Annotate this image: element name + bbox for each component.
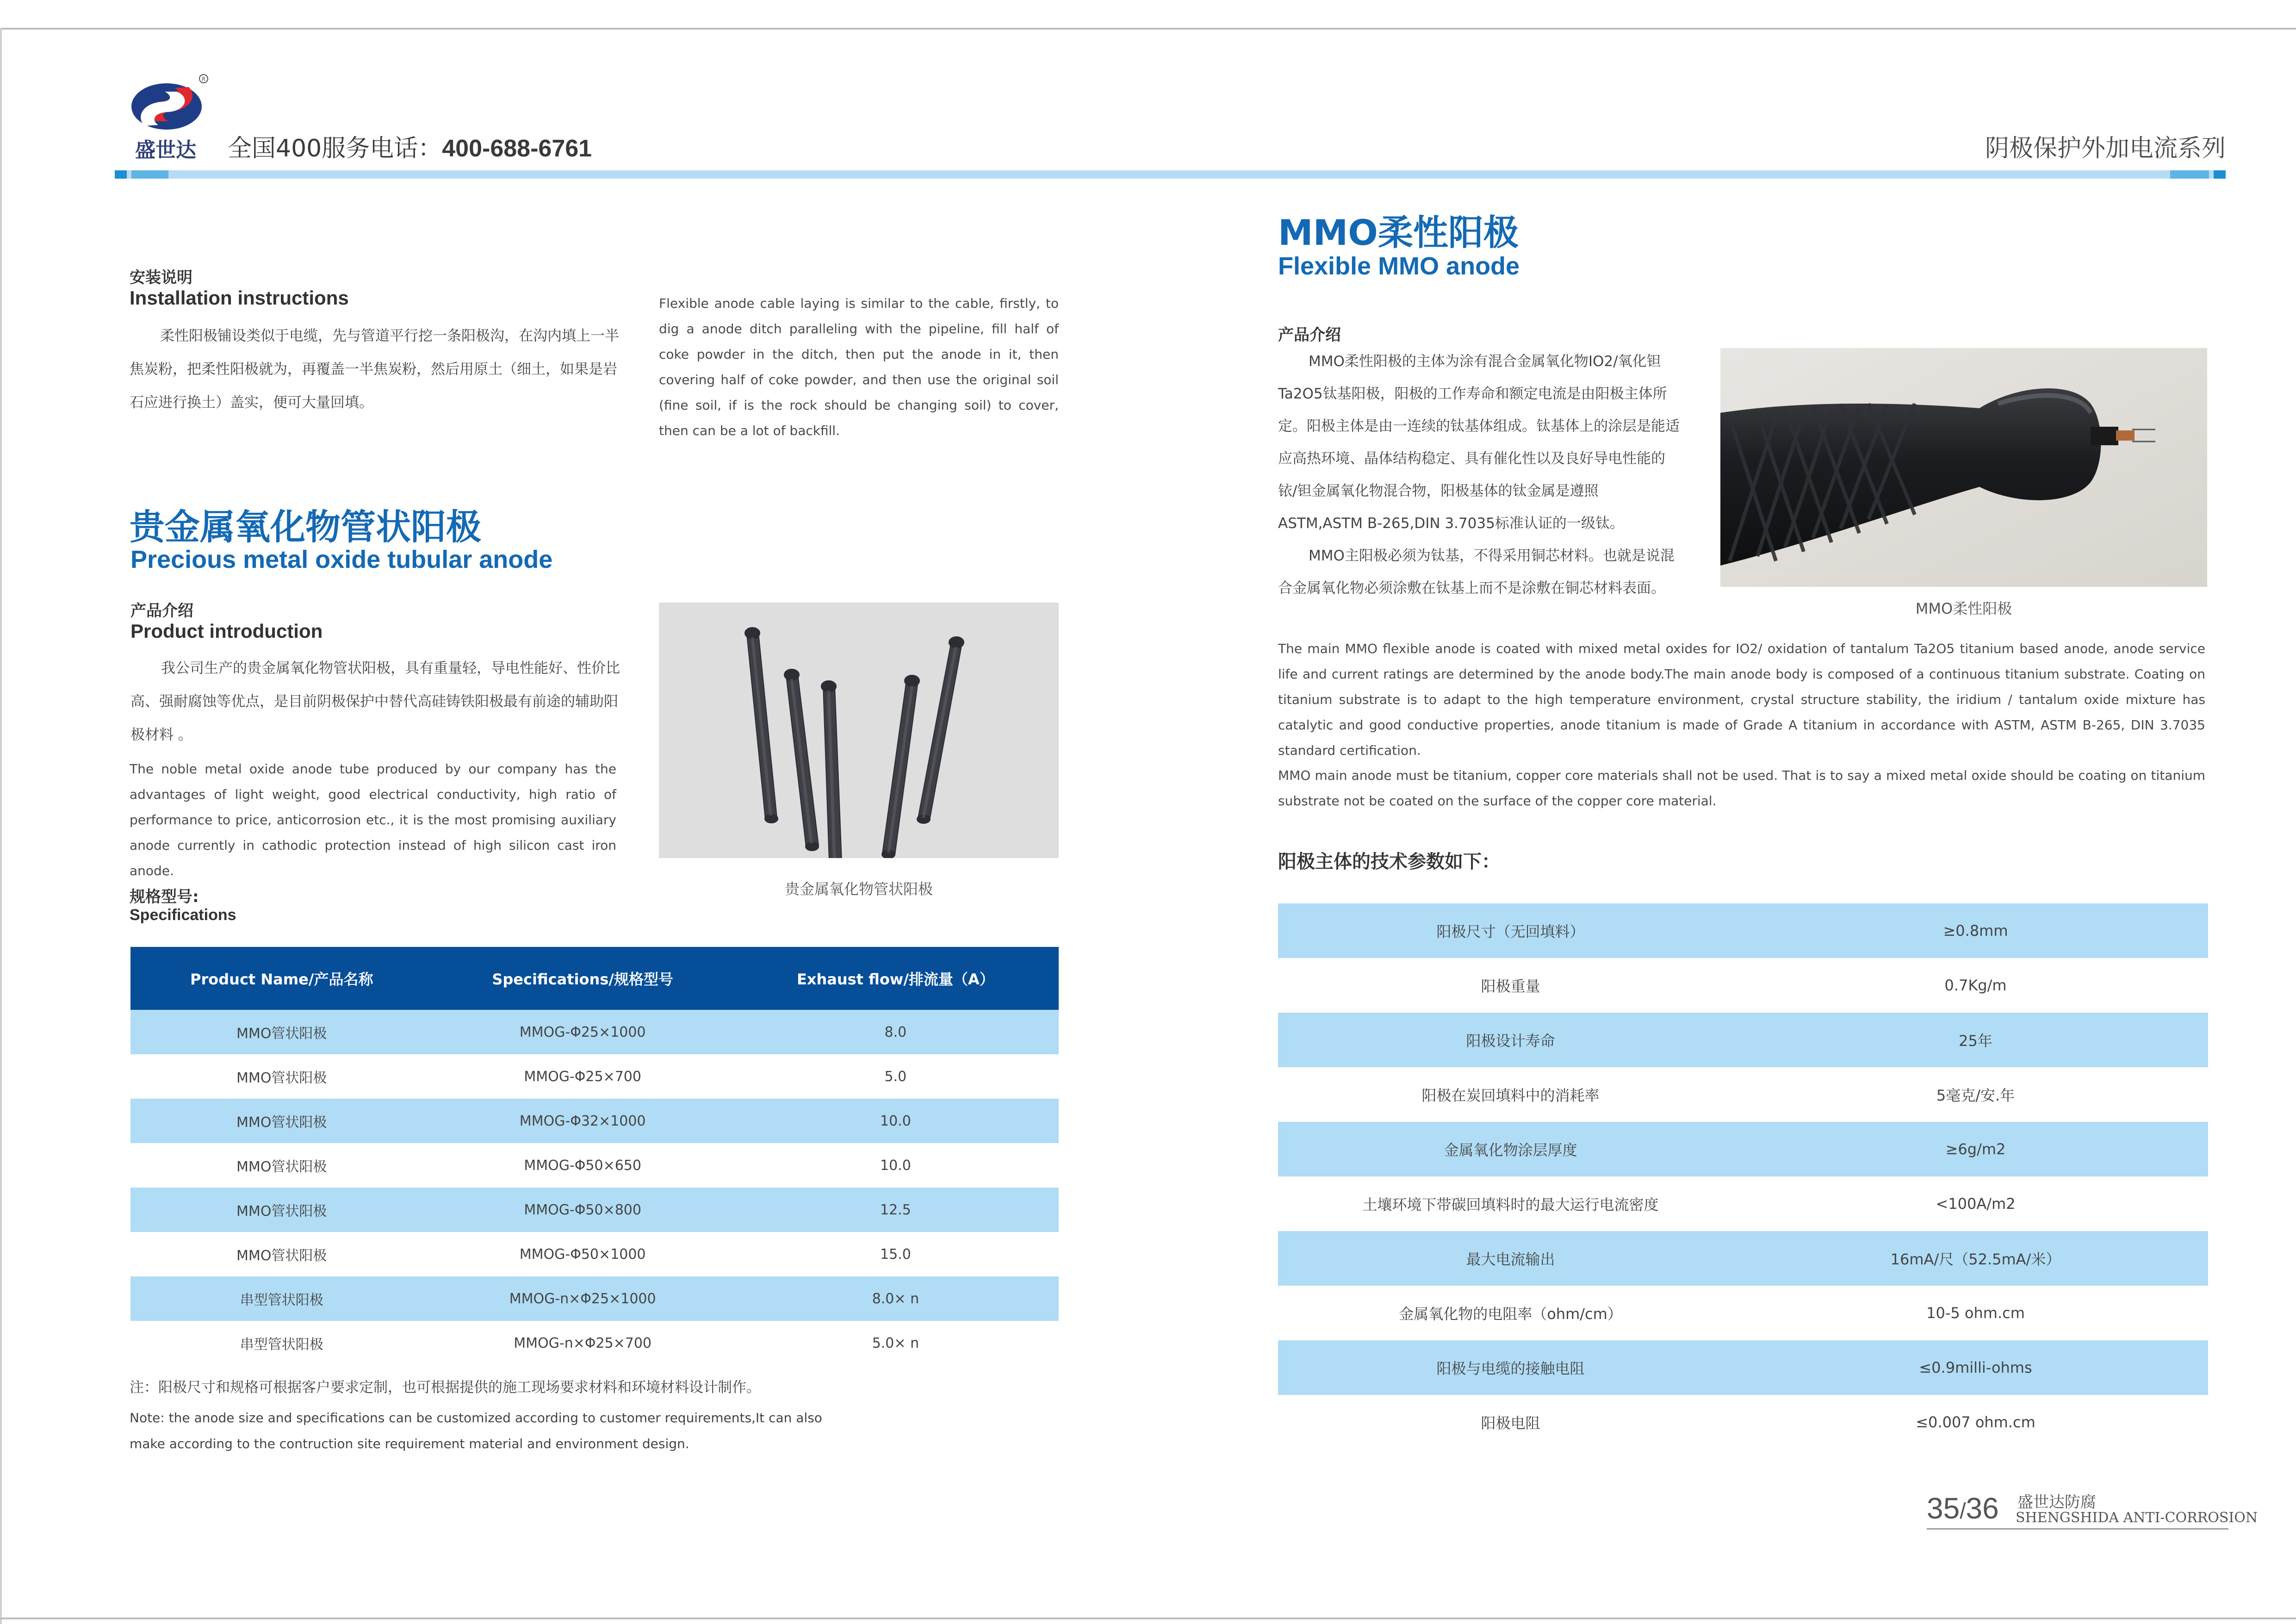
param-value: 25年 <box>1743 1013 2208 1067</box>
product-intro-title-cn: 产品介绍 <box>130 602 193 620</box>
product-intro-title-en: Product introduction <box>130 620 323 642</box>
mmo-body-en-1: The main MMO flexible anode is coated with mixed metal oxides for IO2/ oxidation of tantalum Ta2O5 titanium based anode, anode service life and current ratings are determined by the anode body.The main anode body is composed of a continuous titanium substrate. Coating on titanium substrate is to adapt to the high temperature environment, crystal structure stability, the iridium / tantalum oxide mixture has catalytic and good conductive properties, anode titanium is made of Grade A titanium in accordance with ASTM, ASTM B-265, DIN 3.7035 standard certification. <box>1278 641 2205 758</box>
install-title-cn: 安装说明 <box>130 268 192 287</box>
mmo-body-en-2: MMO main anode must be titanium, copper core materials shall not be used. That is to say a mixed metal oxide should be coating on titanium substrate not be coated on the surface of the copper core material. <box>1278 768 2205 809</box>
table-row <box>130 1010 1059 1054</box>
param-name: 阳极设计寿命 <box>1278 1013 1743 1067</box>
cell-product-name: MMO管状阳极 <box>236 1159 327 1175</box>
cell-exhaust-flow: 10.0 <box>732 1099 1059 1143</box>
table-row <box>1278 1067 2208 1122</box>
note-cn: 注：阳极尺寸和规格可根据客户要求定制，也可根据提供的施工现场要求材料和环境材料设计制作。 <box>130 1379 761 1396</box>
param-value: ≥0.8mm <box>1743 903 2208 958</box>
technical-params-table <box>1278 903 2208 1450</box>
param-value: 5毫克/安.年 <box>1936 1087 2015 1104</box>
page-number <box>1927 1491 1999 1525</box>
tubular-anode-photo <box>659 603 1059 858</box>
page-top-border <box>0 28 2296 30</box>
cell-specification: MMOG-Φ50×650 <box>524 1157 641 1174</box>
param-value: ≥6g/m2 <box>1743 1122 2208 1176</box>
tubular-anode-photo-caption: 贵金属氧化物管状阳极 <box>784 880 933 898</box>
table-row <box>130 1232 1059 1276</box>
param-name: 最大电流输出 <box>1278 1231 1743 1286</box>
install-body-en: Flexible anode cable laying is similar to the cable, firstly, to dig a anode ditch paralleling with the pipeline, fill half of coke powder in the ditch, then put the anode in it, then covering half of coke powder, and then use the original soil (fine soil, if is the rock should be changing soil) to cover, then can be a lot of backfill. <box>659 296 1059 438</box>
column-header-specifications: Specifications/规格型号 <box>433 947 732 1010</box>
page-left-border <box>0 28 2 1624</box>
mmo-intro-title-cn: 产品介绍 <box>1278 326 1341 344</box>
table-row <box>130 1188 1059 1232</box>
page-current: 35 <box>1927 1492 1960 1525</box>
footer-brand-en: SHENGSHIDA ANTI-CORROSION <box>2016 1510 2258 1526</box>
param-value: <100A/m2 <box>1936 1195 2016 1213</box>
tubular-anode-title-en: Precious metal oxide tubular anode <box>130 546 553 573</box>
cell-exhaust-flow: 12.5 <box>732 1188 1059 1232</box>
cell-specification: MMOG-n×Φ25×1000 <box>433 1276 732 1321</box>
param-name: 阳极在炭回填料中的消耗率 <box>1421 1087 1600 1104</box>
mmo-flexible-anode-photo <box>1720 348 2207 587</box>
param-name: 金属氧化物涂层厚度 <box>1278 1122 1743 1176</box>
hotline-label: 全国400服务电话： <box>228 135 442 162</box>
table-row <box>1278 1176 2208 1231</box>
header-bar-accent-left-light <box>131 170 168 179</box>
param-name: 阳极重量 <box>1481 977 1540 995</box>
table-row <box>130 1099 1059 1143</box>
specifications-title-cn: 规格型号: <box>130 888 199 906</box>
table-row <box>1278 1231 2208 1286</box>
product-intro-body-cn: 我公司生产的贵金属氧化物管状阳极，具有重量轻，导电性能好、性价比高、强耐腐蚀等优点，是目前阴极保护中替代高硅铸铁阳极最有前途的辅助阳极材料 。 <box>130 660 620 743</box>
param-name: 土壤环境下带碳回填料时的最大运行电流密度 <box>1362 1196 1659 1213</box>
cell-specification: MMOG-Φ32×1000 <box>433 1099 732 1143</box>
param-value: ≤0.9milli-ohms <box>1743 1340 2208 1395</box>
install-body-cn: 柔性阳极铺设类似于电缆，先与管道平行挖一条阳极沟，在沟内填上一半焦炭粉，把柔性阳极就为，再覆盖一半焦炭粉，然后用原土（细土，如果是岩石应进行换土）盖实，便可大量回填。 <box>130 328 619 411</box>
tubular-anode-title-cn: 贵金属氧化物管状阳极 <box>130 506 481 548</box>
cell-exhaust-flow: 5.0 <box>884 1068 907 1085</box>
table-row <box>130 1054 1059 1099</box>
cell-product-name: MMO管状阳极 <box>130 1188 433 1232</box>
param-value: 0.7Kg/m <box>1944 977 2007 994</box>
cell-product-name: MMO管状阳极 <box>130 1010 433 1054</box>
logo-text: 盛世达 <box>135 138 196 162</box>
specifications-title-en: Specifications <box>130 906 236 924</box>
mmo-photo-caption: MMO柔性阳极 <box>1915 600 2012 617</box>
install-title-en: Installation instructions <box>130 287 349 309</box>
page-separator: / <box>1960 1499 1966 1524</box>
param-name: 阳极尺寸（无回填料） <box>1278 903 1743 958</box>
cell-specification: MMOG-Φ50×1000 <box>519 1246 646 1263</box>
hotline-number: 400-688-6761 <box>442 135 592 162</box>
technical-params-title: 阳极主体的技术参数如下： <box>1278 851 1500 872</box>
table-row <box>130 1321 1059 1365</box>
table-row <box>1278 958 2208 1013</box>
cell-exhaust-flow: 8.0 <box>732 1010 1059 1054</box>
cell-product-name: MMO管状阳极 <box>130 1099 433 1143</box>
mmo-body-cn-1: MMO柔性阳极的主体为涂有混合金属氧化物IO2/氧化钽Ta2O5钛基阳极，阳极的工作寿命和额定电流是由阳极主体所定。阳极主体是由一连续的钛基体组成。钛基体上的涂层是能适应高热环境、晶体结构稳定、具有催化性以及良好导电性能的铱/钽金属氧化物混合物，阳极基体的钛金属是遵照ASTM,ASTM B-265,DIN 3.7035标准认证的一级钛。 <box>1278 353 1680 532</box>
cell-specification: MMOG-n×Φ25×700 <box>514 1335 652 1351</box>
mmo-flexible-anode-title-en: Flexible MMO anode <box>1278 252 1520 280</box>
table-row <box>1278 1013 2208 1067</box>
footer-brand-cn: 盛世达防腐 <box>2017 1493 2096 1512</box>
footer-underline <box>1927 1528 2228 1530</box>
header-bar-accent-left <box>115 170 127 179</box>
column-header-exhaust-flow: Exhaust flow/排流量（A） <box>732 947 1059 1010</box>
cell-exhaust-flow: 8.0× n <box>732 1276 1059 1321</box>
tubular-anode-spec-table <box>130 947 1059 1365</box>
cell-exhaust-flow: 15.0 <box>880 1246 911 1263</box>
table-row <box>1278 903 2208 958</box>
table-row <box>1278 1340 2208 1395</box>
product-intro-body-en: The noble metal oxide anode tube produced by our company has the advantages of light weight, good electrical conductivity, high ratio of performance to price, anticorrosion etc., it is the most promising auxiliary anode currently in cathodic protection instead of high silicon cast iron anode. <box>130 761 616 878</box>
param-name: 阳极电阻 <box>1481 1414 1540 1432</box>
page-bottom-border <box>0 1618 2296 1619</box>
service-hotline <box>228 129 592 163</box>
param-value: 10-5 ohm.cm <box>1926 1304 2025 1322</box>
mmo-flexible-anode-title-cn: MMO柔性阳极 <box>1278 212 1519 253</box>
table-row <box>130 1143 1059 1188</box>
cell-exhaust-flow: 10.0 <box>880 1157 911 1174</box>
table-row <box>1278 1395 2208 1450</box>
cell-product-name: MMO管状阳极 <box>236 1070 327 1086</box>
cell-specification: MMOG-Φ50×800 <box>433 1188 732 1232</box>
page-total: 36 <box>1966 1492 1999 1525</box>
cell-specification: MMOG-Φ25×1000 <box>433 1010 732 1054</box>
param-value: ≤0.007 ohm.cm <box>1916 1413 2035 1431</box>
header-bar-accent-right <box>2214 170 2226 179</box>
column-header-product-name: Product Name/产品名称 <box>130 947 433 1010</box>
cell-product-name: 串型管状阳极 <box>240 1337 323 1353</box>
table-header-row <box>130 947 1059 1010</box>
series-title: 阴极保护外加电流系列 <box>1985 135 2226 162</box>
cell-product-name: MMO管状阳极 <box>236 1248 327 1264</box>
table-row <box>130 1276 1059 1321</box>
note-en: Note: the anode size and specifications can be customized according to customer requirements,It can also make according to the contruction site requirement material and environment design. <box>130 1410 822 1451</box>
param-name: 金属氧化物的电阻率（ohm/cm） <box>1399 1305 1622 1323</box>
param-name: 阳极与电缆的接触电阻 <box>1278 1340 1743 1395</box>
header-bar-accent-right-light <box>2170 170 2209 179</box>
cell-product-name: 串型管状阳极 <box>130 1276 433 1321</box>
svg-text:R: R <box>201 76 206 82</box>
cell-specification: MMOG-Φ25×700 <box>524 1068 641 1085</box>
table-row <box>1278 1286 2208 1340</box>
header-divider-bar <box>115 170 2226 179</box>
mmo-body-cn-2: MMO主阳极必须为钛基，不得采用铜芯材料。也就是说混合金属氧化物必须涂敷在钛基上而不是涂敷在铜芯材料表面。 <box>1278 548 1675 597</box>
cell-exhaust-flow: 5.0× n <box>872 1335 919 1351</box>
param-value: 16mA/尺（52.5mA/米） <box>1743 1231 2208 1286</box>
table-row <box>1278 1122 2208 1176</box>
